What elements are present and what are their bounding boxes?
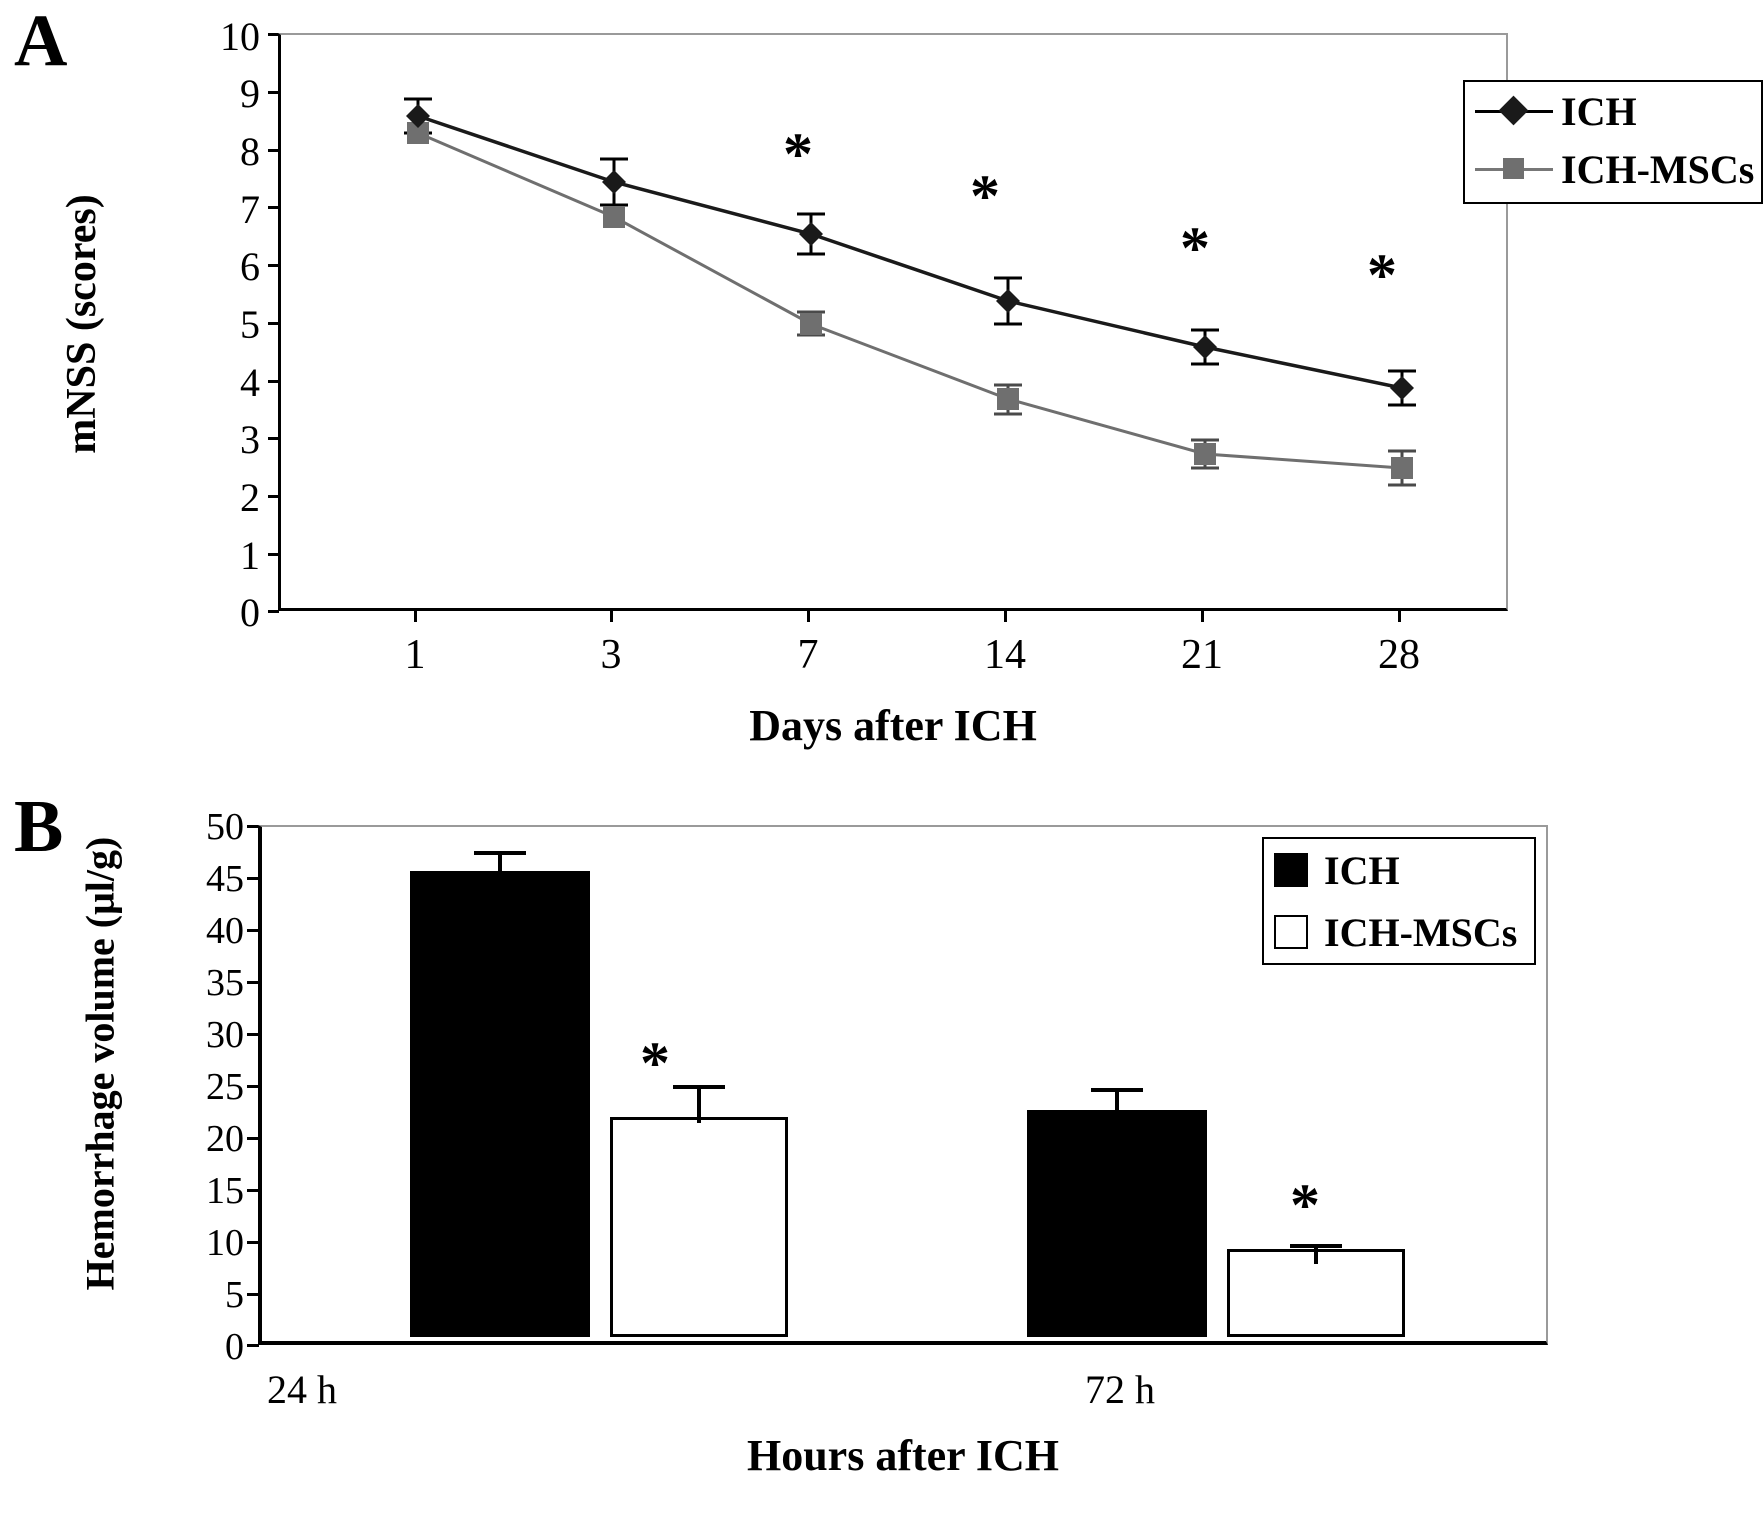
panel-a-xtick-mark bbox=[807, 611, 810, 622]
panel-b-label: B bbox=[14, 786, 64, 868]
panel-a-ytick-2: 2 bbox=[240, 475, 260, 520]
panel-a-label: A bbox=[14, 0, 68, 82]
legend-line-ich bbox=[1475, 110, 1553, 113]
panel-b-ytick-40: 40 bbox=[206, 910, 244, 952]
panel-b-ytick-10: 10 bbox=[206, 1222, 244, 1264]
panel-a-xtick-7: 7 bbox=[797, 632, 819, 678]
significance-star-day7: * bbox=[783, 121, 813, 187]
panel-a-x-axis-label: Days after ICH bbox=[749, 701, 1037, 750]
panel-b-ytick-0: 0 bbox=[225, 1326, 244, 1368]
significance-star-72h: * bbox=[1290, 1172, 1320, 1238]
panel-a-legend[interactable] bbox=[1463, 80, 1763, 204]
panel-a-xtick-21: 21 bbox=[1181, 632, 1223, 678]
legend-line-ich-mscs bbox=[1475, 168, 1553, 171]
filled-square-icon bbox=[1274, 853, 1308, 887]
panel-b-ytick-45: 45 bbox=[206, 858, 244, 900]
legend-item-ich[interactable] bbox=[1264, 839, 1534, 901]
significance-star-day28: * bbox=[1367, 242, 1397, 308]
panel-b-ytick-35: 35 bbox=[206, 962, 244, 1004]
panel-b-xtick-24h: 24 h bbox=[267, 1367, 337, 1412]
panel-a-ytick-1: 1 bbox=[240, 533, 260, 578]
panel-a-series-svg bbox=[281, 35, 1511, 613]
panel-a-line-ich-mscs bbox=[418, 133, 1402, 468]
panel-b-xtick-72h: 72 h bbox=[1085, 1367, 1155, 1412]
panel-a-line-ich bbox=[418, 116, 1402, 388]
significance-star-day21: * bbox=[1180, 215, 1210, 281]
diamond-marker-icon bbox=[1499, 95, 1529, 125]
panel-a-xtick-mark bbox=[1398, 611, 1401, 622]
hollow-square-icon bbox=[1274, 915, 1308, 949]
panel-a-xtick-mark bbox=[610, 611, 613, 622]
panel-a-xtick-mark bbox=[1201, 611, 1204, 622]
panel-b-ytick-5: 5 bbox=[225, 1274, 244, 1316]
panel-a-ytick-9: 9 bbox=[240, 71, 260, 116]
panel-a-markers-ich bbox=[406, 104, 1414, 400]
legend-label-ich: ICH bbox=[1324, 847, 1400, 893]
significance-star-24h: * bbox=[640, 1030, 670, 1096]
legend-label-ich-mscs: ICH-MSCs bbox=[1561, 146, 1755, 192]
legend-item-ich-mscs[interactable] bbox=[1465, 140, 1761, 198]
panel-a-ytick-8: 8 bbox=[240, 129, 260, 174]
significance-star-day14: * bbox=[970, 163, 1000, 229]
panel-b-ytick-30: 30 bbox=[206, 1014, 244, 1056]
panel-a-ytick-3: 3 bbox=[240, 417, 260, 462]
panel-a-ytick-5: 5 bbox=[240, 302, 260, 347]
panel-a-xtick-28: 28 bbox=[1378, 632, 1420, 678]
legend-label-ich-mscs: ICH-MSCs bbox=[1324, 909, 1518, 955]
legend-item-ich[interactable] bbox=[1465, 82, 1761, 140]
panel-a-ytick-10: 10 bbox=[220, 14, 260, 59]
legend-label-ich: ICH bbox=[1561, 88, 1637, 134]
panel-b-ytick-50: 50 bbox=[206, 806, 244, 848]
panel-b bbox=[0, 770, 1559, 1518]
panel-b-legend[interactable] bbox=[1262, 837, 1536, 965]
panel-b-ytick-20: 20 bbox=[206, 1118, 244, 1160]
panel-a-ytick-7: 7 bbox=[240, 187, 260, 232]
panel-a-xtick-mark bbox=[1004, 611, 1007, 622]
panel-b-ytick-15: 15 bbox=[206, 1170, 244, 1212]
panel-a-xtick-1: 1 bbox=[404, 632, 426, 678]
panel-b-plot-area bbox=[258, 825, 1548, 1345]
panel-a-xtick-14: 14 bbox=[984, 632, 1026, 678]
panel-b-ytick-25: 25 bbox=[206, 1066, 244, 1108]
panel-a-xtick-3: 3 bbox=[600, 632, 622, 678]
legend-item-ich-mscs[interactable] bbox=[1264, 901, 1534, 963]
panel-a-ytick-0: 0 bbox=[240, 590, 260, 635]
panel-b-x-axis-label: Hours after ICH bbox=[746, 1431, 1060, 1480]
panel-b-y-axis-label: Hemorrhage volume (μl/g) bbox=[77, 836, 123, 1291]
square-marker-icon bbox=[1503, 158, 1524, 179]
panel-a-ytick-6: 6 bbox=[240, 244, 260, 289]
panel-a-ytick-4: 4 bbox=[240, 360, 260, 405]
panel-a-plot-area bbox=[278, 33, 1755, 611]
panel-a-xtick-mark bbox=[414, 611, 417, 622]
panel-a-errorbars-ich-mscs bbox=[797, 312, 1416, 485]
panel-a-markers-ich-mscs bbox=[407, 122, 1413, 479]
panel-a-y-axis-label: mNSS (scores) bbox=[59, 194, 105, 454]
